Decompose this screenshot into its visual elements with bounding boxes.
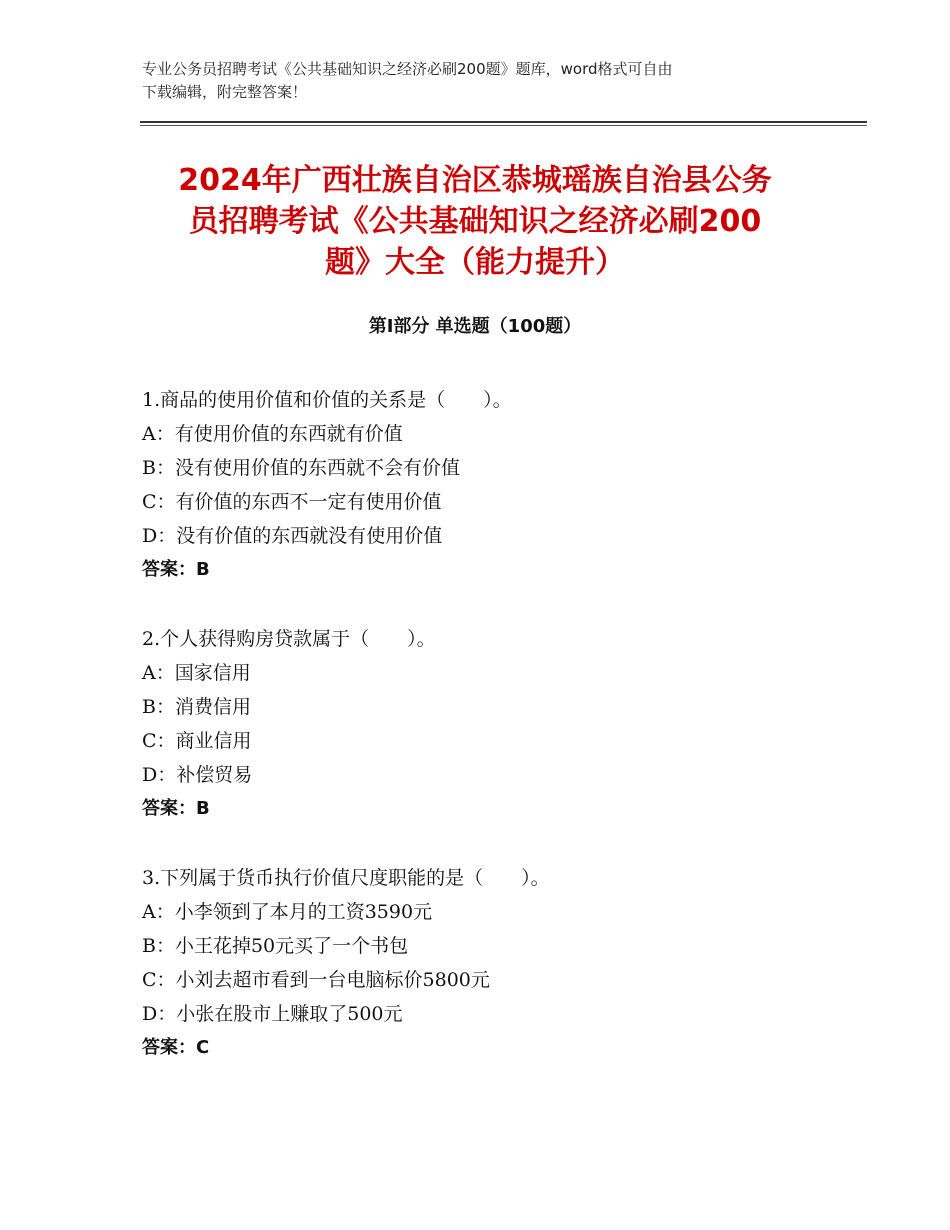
question-stem: 1.商品的使用价值和价值的关系是（ ）。 xyxy=(142,389,512,411)
answer-line: 答案：C xyxy=(142,1037,210,1058)
option-a: A：国家信用 xyxy=(142,662,251,684)
header-note-line-1: 专业公务员招聘考试《公共基础知识之经济必刷200题》题库，word格式可自由 xyxy=(142,60,673,78)
header-note xyxy=(142,58,812,104)
question-stem: 3.下列属于货币执行价值尺度职能的是（ ）。 xyxy=(142,867,550,889)
header-note-line-2: 下载编辑，附完整答案！ xyxy=(142,83,308,101)
question-1 xyxy=(142,383,842,587)
option-b: B：没有使用价值的东西就不会有价值 xyxy=(142,457,460,479)
option-a: A：有使用价值的东西就有价值 xyxy=(142,423,403,445)
question-stem: 2.个人获得购房贷款属于（ ）。 xyxy=(142,628,436,650)
header-divider-thin xyxy=(140,125,867,126)
option-d: D：补偿贸易 xyxy=(142,764,253,786)
option-c: C：有价值的东西不一定有使用价值 xyxy=(142,491,442,513)
document-title-line-3: 题》大全（能力提升） xyxy=(325,245,625,280)
option-d: D：没有价值的东西就没有使用价值 xyxy=(142,525,443,547)
option-c: C：小刘去超市看到一台电脑标价5800元 xyxy=(142,969,490,991)
section-title: 第Ⅰ部分 单选题（100题） xyxy=(368,316,582,337)
document-title xyxy=(140,160,810,283)
option-d: D：小张在股市上赚取了500元 xyxy=(142,1003,403,1025)
option-b: B：小王花掉50元买了一个书包 xyxy=(142,935,409,957)
answer-line: 答案：B xyxy=(142,559,210,580)
answer-line: 答案：B xyxy=(142,798,210,819)
header-divider-thick xyxy=(140,121,867,123)
option-b: B：消费信用 xyxy=(142,696,251,718)
question-2 xyxy=(142,622,842,826)
question-3 xyxy=(142,861,842,1065)
document-title-line-1: 2024年广西壮族自治区恭城瑶族自治县公务 xyxy=(178,163,772,198)
document-title-line-2: 员招聘考试《公共基础知识之经济必刷200 xyxy=(188,204,762,239)
option-c: C：商业信用 xyxy=(142,730,252,752)
option-a: A：小李领到了本月的工资3590元 xyxy=(142,901,433,923)
